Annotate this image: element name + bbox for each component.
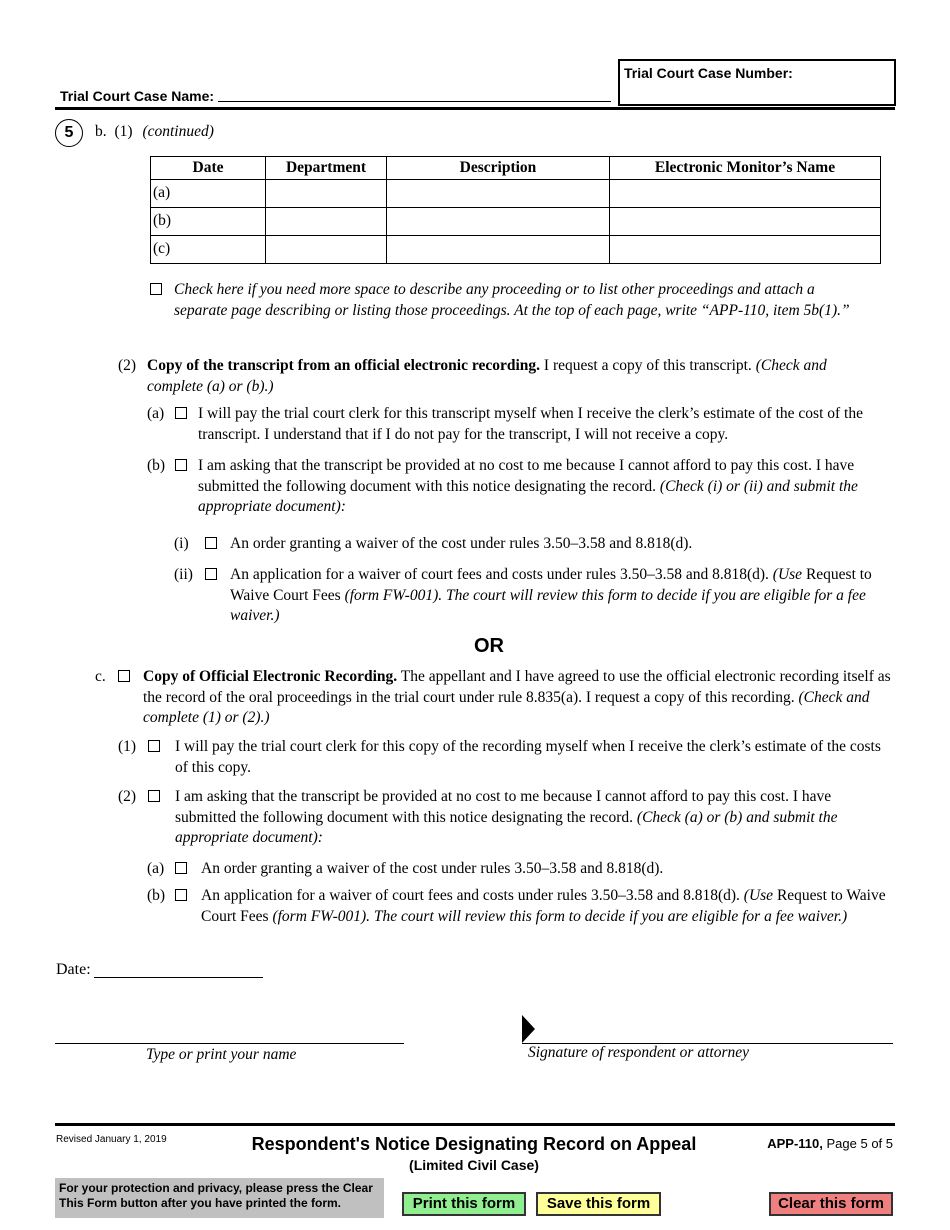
c2-checkbox[interactable] xyxy=(148,790,160,802)
signature-caption: Signature of respondent or attorney xyxy=(528,1044,749,1061)
row-b-monitor[interactable] xyxy=(610,208,881,236)
table-row xyxy=(151,236,881,264)
c-label: c. xyxy=(95,668,106,685)
item-number-circle xyxy=(55,119,83,147)
c-paragraph xyxy=(143,667,893,729)
name-input-line[interactable] xyxy=(55,1043,404,1044)
c2b-paragraph xyxy=(201,886,896,927)
more-space-text: Check here if you need more space to describe any proceeding or to list other proceedings and attach a separate page describing or listing those proceedings. At the top of each page, write “APP-110, item 5b(1).” xyxy=(174,281,850,319)
b2ii-text: An application for a waiver of court fees and costs under rules 3.50–3.58 and 8.818(d). xyxy=(230,566,769,583)
c2b-form-name: Request to Waive Court Fees xyxy=(201,887,886,925)
b2ii-form-name: Request to Waive Court Fees xyxy=(230,566,872,604)
c2a-label: (a) xyxy=(147,860,165,877)
privacy-note xyxy=(55,1178,384,1218)
c1-text: I will pay the trial court clerk for this copy of the recording myself when I receive the clerk’s estimate of the costs of this copy. xyxy=(175,738,881,776)
col-department: Department xyxy=(266,157,387,180)
c2-paragraph xyxy=(175,787,880,849)
col-date: Date xyxy=(151,157,266,180)
row-b-department[interactable] xyxy=(266,208,387,236)
table-row xyxy=(151,180,881,208)
row-label: (a) xyxy=(153,184,171,202)
form-id-page xyxy=(767,1134,893,1155)
c-text: The appellant and I have agreed to use the official electronic recording itself as the record of the oral proceedings in the trial court under rule 8.835(a). I request a copy of this recording. xyxy=(143,668,891,706)
header-divider xyxy=(55,107,895,110)
c2b-label: (b) xyxy=(147,887,166,904)
b2ii-paragraph xyxy=(230,565,875,627)
page-number: Page 5 of 5 xyxy=(826,1136,893,1151)
c2b-note: (form FW-001). The court will review this form to decide if you are eligible for a fee waiver.) xyxy=(272,907,848,925)
c2-label: (2) xyxy=(118,788,137,805)
b2-instruction: (Check and complete (a) or (b).) xyxy=(147,357,827,395)
row-b-description[interactable] xyxy=(387,208,610,236)
revised-date: Revised January 1, 2019 xyxy=(56,1134,167,1145)
table-header-row xyxy=(151,157,881,180)
form-id: APP-110, xyxy=(767,1136,823,1151)
c1-checkbox[interactable] xyxy=(148,740,160,752)
c2-text: I am asking that the transcript be provided at no cost to me because I cannot afford to pay this cost. I have submitted the following document with this notice designating the record. xyxy=(175,788,832,826)
b2b-checkbox[interactable] xyxy=(175,459,187,471)
c-title: Copy of Official Electronic Recording. xyxy=(143,668,398,685)
form-subtitle: (Limited Civil Case) xyxy=(409,1157,539,1173)
b2-title: Copy of the transcript from an official electronic recording. xyxy=(147,357,541,374)
b2i-label: (i) xyxy=(174,535,189,552)
b2-text: I request a copy of this transcript. xyxy=(543,357,752,374)
c2b-text: An application for a waiver of court fees and costs under rules 3.50–3.58 and 8.818(d). xyxy=(201,887,740,904)
col-description: Description xyxy=(387,157,610,180)
b2i-checkbox[interactable] xyxy=(205,537,217,549)
c2a-text: An order granting a waiver of the cost under rules 3.50–3.58 and 8.818(d). xyxy=(201,860,664,877)
form-title: Respondent's Notice Designating Record on Appeal xyxy=(251,1134,697,1154)
or-divider: OR xyxy=(474,635,504,657)
date-label: Date: xyxy=(56,961,91,978)
b2a-label: (a) xyxy=(147,405,165,422)
row-c-monitor[interactable] xyxy=(610,236,881,264)
more-space-checkbox[interactable] xyxy=(150,283,162,295)
b-label: b. xyxy=(95,123,107,140)
row-c-date[interactable] xyxy=(151,236,266,264)
footer-divider xyxy=(55,1123,895,1126)
c2b-use: (Use xyxy=(743,887,774,904)
b2b-label: (b) xyxy=(147,457,166,474)
case-number-label: Trial Court Case Number: xyxy=(624,65,793,81)
c1-label: (1) xyxy=(118,738,137,755)
b2b-paragraph xyxy=(198,456,893,518)
b2-label: (2) xyxy=(118,357,137,374)
c2-instruction: (Check (a) or (b) and submit the appropriate document): xyxy=(175,808,838,846)
row-a-department[interactable] xyxy=(266,180,387,208)
signature-arrow-icon xyxy=(522,1015,536,1045)
item-number: 5 xyxy=(64,124,74,141)
col-monitor-name: Electronic Monitor’s Name xyxy=(610,157,881,180)
name-caption: Type or print your name xyxy=(146,1046,297,1063)
c2a-checkbox[interactable] xyxy=(175,862,187,874)
clear-button[interactable]: Clear this form xyxy=(769,1192,893,1216)
b2ii-note: (form FW-001). The court will review this form to decide if you are eligible for a fee waiver.) xyxy=(230,586,866,624)
case-number-box[interactable] xyxy=(618,59,896,106)
case-name-label: Trial Court Case Name: xyxy=(60,88,215,104)
print-button[interactable]: Print this form xyxy=(402,1192,526,1216)
b2b-instruction: (Check (i) or (ii) and submit the appropriate document): xyxy=(198,477,858,515)
row-c-description[interactable] xyxy=(387,236,610,264)
date-input-line[interactable] xyxy=(94,977,263,978)
case-name-input-line[interactable] xyxy=(218,101,611,102)
continued-text: (continued) xyxy=(142,123,214,140)
row-label: (b) xyxy=(153,212,172,230)
b2ii-use: (Use xyxy=(772,566,803,583)
c-checkbox[interactable] xyxy=(118,670,130,682)
b1-label: (1) xyxy=(114,123,133,140)
proceedings-table xyxy=(150,156,881,264)
table-row xyxy=(151,208,881,236)
b2a-checkbox[interactable] xyxy=(175,407,187,419)
b2ii-label: (ii) xyxy=(174,566,193,583)
row-a-date[interactable] xyxy=(151,180,266,208)
b2b-text: I am asking that the transcript be provided at no cost to me because I cannot afford to pay this cost. I have submitted the following document with this notice designating the record. xyxy=(198,457,855,495)
b2i-text: An order granting a waiver of the cost under rules 3.50–3.58 and 8.818(d). xyxy=(230,535,693,552)
privacy-note-text: For your protection and privacy, please press the Clear This Form button after you have printed the form. xyxy=(59,1181,373,1210)
b2a-text: I will pay the trial court clerk for this transcript myself when I receive the clerk’s estimate of the cost of the transcript. I understand that if I do not pay for the transcript, I will not receive a copy. xyxy=(198,405,863,443)
c-instruction: (Check and complete (1) or (2).) xyxy=(143,688,870,726)
b2-paragraph xyxy=(147,356,877,397)
row-b-date[interactable] xyxy=(151,208,266,236)
b2ii-checkbox[interactable] xyxy=(205,568,217,580)
row-a-description[interactable] xyxy=(387,180,610,208)
item-5b-heading xyxy=(95,122,214,143)
save-button[interactable]: Save this form xyxy=(536,1192,661,1216)
c2b-checkbox[interactable] xyxy=(175,889,187,901)
row-a-monitor[interactable] xyxy=(610,180,881,208)
row-label: (c) xyxy=(153,240,171,258)
row-c-department[interactable] xyxy=(266,236,387,264)
